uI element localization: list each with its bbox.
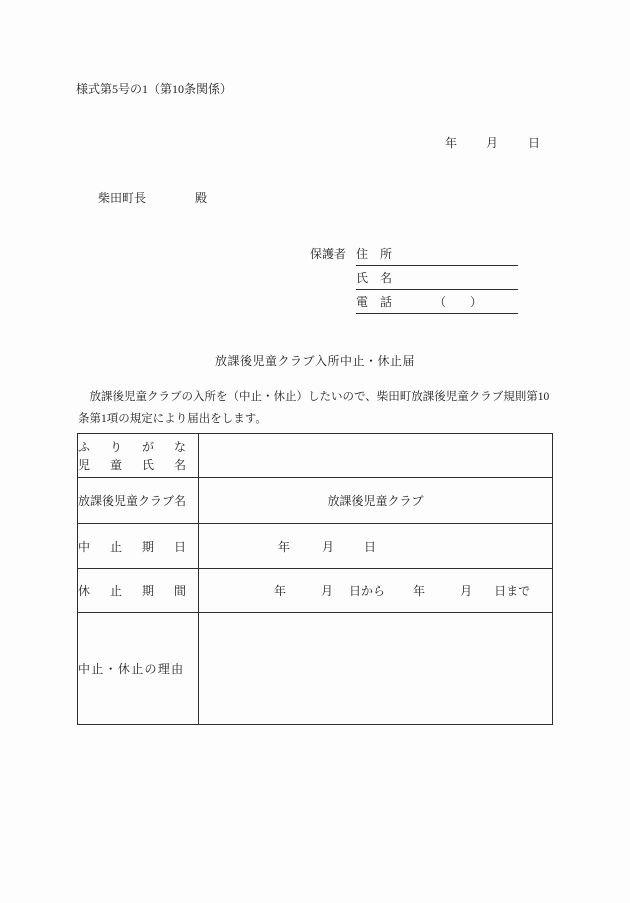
suspend-period-label: 休 止 期 間 [78,584,191,598]
form-table [77,433,553,725]
club-name-value-cell[interactable] [199,478,553,524]
furigana-label: ふ り が な [78,439,191,454]
guardian-label: 保護者 [310,247,347,261]
table-row-suspend-period [78,569,553,613]
cancel-date-label-cell [78,524,199,569]
date-month-label: 月 [486,136,499,150]
body-line-2: 条第1項の規定により届出をします。 [78,413,267,425]
guardian-phone-label: 電 話 （ ） [356,295,483,309]
body-line-1: 放課後児童クラブの入所を（中止・休止）したいので、柴田町放課後児童クラブ規則第10 [78,391,550,403]
cancel-date-value-cell[interactable] [199,524,553,569]
child-name-label: 児 童 氏 名 [78,457,191,472]
date-line [0,137,630,149]
table-row-child-name [78,434,553,478]
club-name-label: 放課後児童クラブ名 [78,494,187,508]
guardian-address-label: 住 所 [356,247,393,261]
reason-label-cell [78,613,199,725]
addressee-line [98,192,207,204]
guardian-fields [356,242,518,314]
table-row-cancel-date [78,524,553,569]
reason-value-cell[interactable] [199,613,553,725]
form-number: 様式第5号の1（第10条関係） [76,82,233,96]
suspend-to-day-label: 日まで [494,584,531,598]
suspend-period-value-cell[interactable] [199,569,553,613]
document-title: 放課後児童クラブ入所中止・休止届 [214,354,415,368]
suspend-from-day-label: 日から [349,584,386,598]
suspend-from-month-label: 月 [321,584,334,598]
cancel-date-label: 中 止 期 日 [78,539,191,554]
guardian-name-field[interactable] [356,266,518,290]
date-year-label: 年 [445,136,458,150]
cancel-month-label: 月 [322,539,335,554]
guardian-phone-field[interactable] [356,290,518,314]
suspend-period-label-cell [78,569,199,613]
date-day-label: 日 [528,136,541,150]
club-name-value: 放課後児童クラブ [327,494,424,508]
addressee-honorific: 殿 [195,191,208,205]
body-paragraph [78,386,558,430]
table-row-club-name [78,478,553,524]
guardian-name-label: 氏 名 [356,271,393,285]
table-row-reason [78,613,553,725]
suspend-to-year-label: 年 [413,584,426,598]
child-name-label-cell [78,434,199,478]
cancel-day-label: 日 [364,539,377,554]
suspend-from-year-label: 年 [274,584,287,598]
cancel-year-label: 年 [278,539,291,554]
reason-label: 中止・休止の理由 [78,662,185,676]
guardian-address-field[interactable] [356,242,518,266]
addressee-name: 柴田町長 [98,191,147,205]
club-name-label-cell [78,478,199,524]
child-name-value-cell[interactable] [199,434,553,478]
suspend-to-month-label: 月 [460,584,473,598]
